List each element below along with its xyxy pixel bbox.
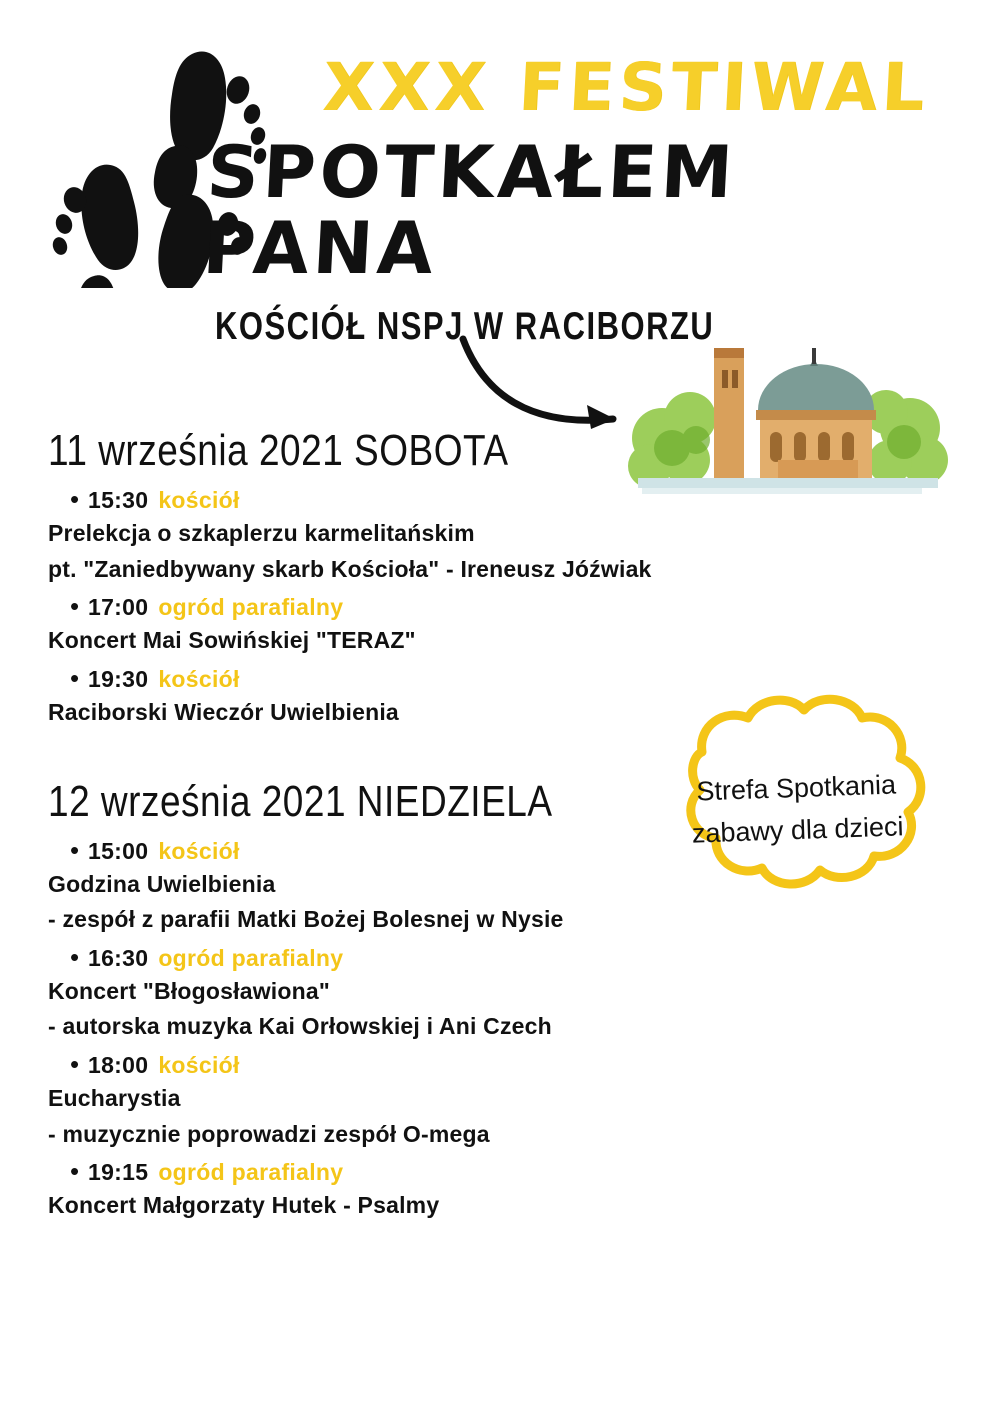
- kids-zone-line-2: zabawy dla dzieci: [691, 811, 904, 849]
- entry-description-line: - muzycznie poprowadzi zespół O-mega: [48, 1120, 490, 1147]
- entry-place: kościół: [158, 1052, 240, 1079]
- entry-description-line: Godzina Uwielbienia: [48, 870, 276, 897]
- entry-time-place: [70, 662, 748, 693]
- entry-description-line: Eucharystia: [48, 1085, 181, 1112]
- entry-time: 15:00: [88, 837, 149, 864]
- entry-description-line: Raciborski Wieczór Uwielbienia: [48, 698, 399, 725]
- schedule-entry: [48, 486, 748, 587]
- kids-zone-line-1: Strefa Spotkania: [695, 769, 897, 807]
- entry-description-line: Prelekcja o szkaplerzu karmelitańskim: [48, 520, 475, 546]
- entry-description-line: Koncert Mai Sowińskiej "TERAZ": [48, 627, 416, 654]
- entry-time: 17:00: [88, 594, 149, 621]
- entry-time-place: [70, 1051, 748, 1079]
- bullet-icon: •: [70, 591, 80, 622]
- bullet-icon: •: [70, 1156, 80, 1187]
- entry-time: 19:30: [88, 665, 149, 692]
- poster-title-main: XXX FESTIWAL: [321, 49, 931, 126]
- entry-time-place: [70, 1158, 748, 1186]
- entry-description-line: pt. "Zaniedbywany skarb Kościoła" - Ireneusz Jóźwiak: [48, 555, 652, 582]
- poster-title-sub: SPOTKAŁEM PANA: [200, 130, 739, 290]
- kids-zone-callout: [632, 690, 962, 925]
- schedule-entry: [48, 593, 748, 659]
- poster-header: [0, 0, 1000, 348]
- day-heading: 12 września 2021 NIEDZIELA: [48, 776, 553, 826]
- bullet-icon: •: [70, 484, 80, 514]
- entry-time-place: [70, 941, 748, 972]
- entry-time: 19:15: [88, 1159, 149, 1186]
- bullet-icon: •: [70, 1049, 80, 1080]
- bullet-icon: •: [70, 941, 80, 972]
- title-block: [200, 49, 965, 348]
- entry-time-place: [70, 486, 748, 514]
- kids-zone-text: [631, 762, 964, 857]
- entry-place: ogród parafialny: [158, 1159, 344, 1186]
- entry-description-line: - zespół z parafii Matki Bożej Bolesnej w Nysie: [48, 906, 564, 933]
- entry-place: ogród parafialny: [158, 594, 344, 621]
- schedule-entry: [48, 1158, 748, 1224]
- entry-time-place: [70, 593, 748, 621]
- entry-time: 18:00: [88, 1052, 149, 1079]
- entry-time: 15:30: [88, 487, 149, 513]
- entry-place: kościół: [158, 487, 240, 513]
- poster-subtitle-location: KOŚCIÓŁ NSPJ W RACIBORZU: [215, 304, 715, 348]
- schedule-entry: [48, 1051, 748, 1152]
- entry-description-line: - autorska muzyka Kai Orłowskiej i Ani Czech: [48, 1013, 552, 1040]
- schedule-entry: [48, 941, 748, 1045]
- entry-description-line: Koncert "Błogosławiona": [48, 977, 330, 1004]
- day-block: [48, 426, 748, 731]
- entry-place: ogród parafialny: [158, 944, 344, 971]
- bullet-icon: •: [70, 834, 80, 865]
- entry-place: kościół: [158, 837, 240, 864]
- entry-place: kościół: [158, 665, 240, 692]
- entry-description-line: Koncert Małgorzaty Hutek - Psalmy: [48, 1192, 440, 1219]
- entry-time: 16:30: [88, 944, 149, 971]
- bullet-icon: •: [70, 662, 80, 693]
- day-heading: 11 września 2021 SOBOTA: [48, 426, 509, 475]
